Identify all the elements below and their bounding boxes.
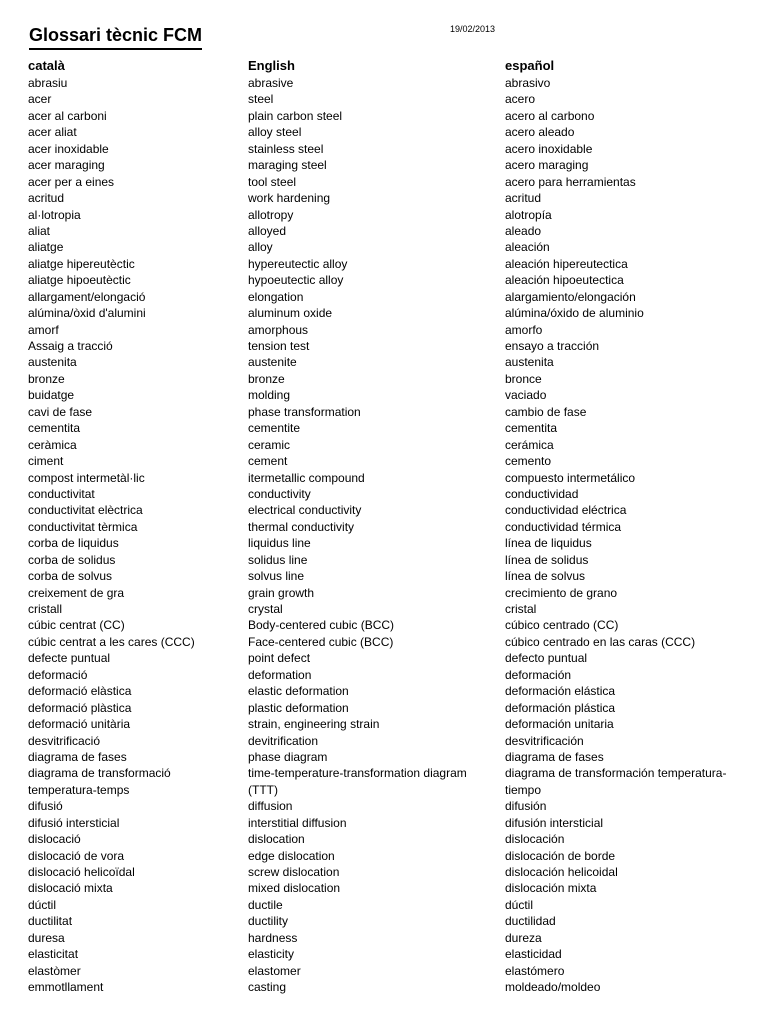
term-espanol: cemento <box>505 454 552 469</box>
term-catala: aliatge hipereutèctic <box>28 256 135 271</box>
column-headers <box>0 57 768 75</box>
term-english: plain carbon steel <box>248 108 343 123</box>
term-espanol: dislocación de borde <box>505 848 616 863</box>
term-espanol: conductividad eléctrica <box>505 503 627 518</box>
term-english: casting <box>248 980 287 995</box>
glossary-row <box>0 946 768 962</box>
term-espanol: vaciado <box>505 388 547 403</box>
term-espanol: cementita <box>505 421 558 436</box>
glossary-row <box>0 124 768 140</box>
term-english: elastomer <box>248 963 301 978</box>
glossary-row <box>0 404 768 420</box>
term-catala: aliatge <box>28 240 64 255</box>
term-english: cementite <box>248 421 301 436</box>
glossary-row <box>0 157 768 173</box>
term-catala: cúbic centrat (CC) <box>28 618 125 633</box>
term-english: devitrification <box>248 733 319 748</box>
glossary-row <box>0 930 768 946</box>
term-espanol: aleación hipereutectica <box>505 256 628 271</box>
term-catala: elastòmer <box>28 963 81 978</box>
term-espanol: aleación <box>505 240 550 255</box>
term-catala: deformació unitària <box>28 717 131 732</box>
term-catala: aliat <box>28 223 51 238</box>
glossary-row <box>0 568 768 584</box>
glossary-row <box>0 650 768 666</box>
term-espanol: dureza <box>505 930 542 945</box>
glossary-row <box>0 864 768 880</box>
glossary-row <box>0 470 768 486</box>
term-espanol: alotropía <box>505 207 552 222</box>
glossary-row <box>0 913 768 929</box>
glossary-row <box>0 108 768 124</box>
term-catala: deformació elàstica <box>28 684 132 699</box>
glossary-row <box>0 239 768 255</box>
term-catala: conductivitat <box>28 486 95 501</box>
term-catala: acer maraging <box>28 158 105 173</box>
term-english: tension test <box>248 339 310 353</box>
term-espanol: ensayo a tracción <box>505 339 600 353</box>
glossary-row <box>0 174 768 190</box>
term-espanol: desvitrificación <box>505 733 584 748</box>
glossary-row <box>0 453 768 469</box>
term-english: crystal <box>248 602 283 616</box>
term-english: amorphous <box>248 322 309 337</box>
term-catala: ciment <box>28 454 64 469</box>
term-espanol: elasticidad <box>505 947 562 962</box>
term-english: steel <box>248 92 274 107</box>
term-espanol: línea de solvus <box>505 569 586 584</box>
term-espanol: cúbico centrado en las caras (CCC) <box>505 634 696 649</box>
glossary-row <box>0 733 768 749</box>
term-english: itermetallic compound <box>248 470 365 485</box>
glossary-row <box>0 815 768 831</box>
term-espanol: acero maraging <box>505 158 589 173</box>
term-espanol: diagrama de fases <box>505 749 604 764</box>
term-catala: diagrama de transformació temperatura-temps <box>28 766 171 797</box>
term-english: alloy <box>248 240 273 255</box>
term-catala: cavi de fase <box>28 404 93 419</box>
glossary-row <box>0 979 768 995</box>
term-espanol: conductividad térmica <box>505 519 622 534</box>
glossary-row <box>0 585 768 601</box>
glossary-row <box>0 256 768 272</box>
term-catala: creixement de gra <box>28 585 125 600</box>
term-catala: conductivitat elèctrica <box>28 503 143 518</box>
term-english: Face-centered cubic (BCC) <box>248 634 394 649</box>
glossary-row <box>0 963 768 979</box>
glossary-row <box>0 700 768 716</box>
term-catala: defecte puntual <box>28 651 111 666</box>
term-english: plastic deformation <box>248 700 349 715</box>
term-catala: desvitrificació <box>28 733 101 748</box>
glossary-row <box>0 486 768 502</box>
term-catala: corba de solvus <box>28 569 113 584</box>
glossary-row <box>0 91 768 107</box>
glossary-row <box>0 502 768 518</box>
term-catala: elasticitat <box>28 947 79 962</box>
term-espanol: aleado <box>505 223 542 238</box>
glossary-row <box>0 617 768 633</box>
term-catala: acer aliat <box>28 125 77 140</box>
term-english: ceramic <box>248 437 291 452</box>
term-english: bronze <box>248 371 285 386</box>
term-english: ductile <box>248 897 283 912</box>
term-espanol: crecimiento de grano <box>505 585 618 600</box>
term-english: screw dislocation <box>248 865 340 880</box>
glossary-row <box>0 683 768 699</box>
term-english: ductility <box>248 914 289 929</box>
term-espanol: acero <box>505 92 536 107</box>
glossary-row <box>0 880 768 896</box>
glossary-row <box>0 634 768 650</box>
term-catala: compost intermetàl·lic <box>28 470 145 485</box>
term-catala: bronze <box>28 371 65 386</box>
document-date: 19/02/2013 <box>450 24 496 34</box>
term-catala: deformació <box>28 667 88 682</box>
term-espanol: acero inoxidable <box>505 141 593 156</box>
term-catala: corba de liquidus <box>28 536 119 551</box>
glossary-row <box>0 437 768 453</box>
term-catala: acer inoxidable <box>28 141 109 156</box>
term-catala: deformació plàstica <box>28 700 132 715</box>
term-espanol: acritud <box>505 191 542 206</box>
term-catala: acritud <box>28 191 65 206</box>
term-catala: emmotllament <box>28 980 104 995</box>
term-catala: dislocació helicoïdal <box>28 865 135 880</box>
glossary-row <box>0 141 768 157</box>
term-catala: al·lotropia <box>28 207 81 222</box>
term-english: dislocation <box>248 832 305 847</box>
term-english: maraging steel <box>248 158 327 173</box>
glossary-row <box>0 798 768 814</box>
term-espanol: alúmina/óxido de aluminio <box>505 306 644 321</box>
term-espanol: deformación unitaria <box>505 717 614 732</box>
column-header-english: English <box>248 58 295 73</box>
term-english: electrical conductivity <box>248 503 362 518</box>
glossary-row <box>0 552 768 568</box>
term-espanol: austenita <box>505 355 554 370</box>
glossary-row <box>0 272 768 288</box>
term-english: tool steel <box>248 174 297 189</box>
glossary-row <box>0 354 768 370</box>
term-english: work hardening <box>248 191 331 206</box>
term-english: alloyed <box>248 223 287 238</box>
term-espanol: dislocación <box>505 832 565 847</box>
term-catala: amorf <box>28 322 59 337</box>
term-catala: alúmina/òxid d'alumini <box>28 306 146 321</box>
term-catala: conductivitat tèrmica <box>28 519 138 534</box>
term-catala: buidatge <box>28 388 75 403</box>
glossary-table <box>0 75 768 996</box>
term-english: diffusion <box>248 799 293 814</box>
term-english: deformation <box>248 667 312 682</box>
term-espanol: moldeado/moldeo <box>505 980 601 995</box>
term-espanol: acero para herramientas <box>505 174 636 189</box>
term-catala: ductilitat <box>28 914 73 929</box>
term-english: grain growth <box>248 585 315 600</box>
glossary-row <box>0 831 768 847</box>
term-espanol: dislocación helicoidal <box>505 865 618 880</box>
term-espanol: cambio de fase <box>505 404 587 419</box>
term-espanol: elastómero <box>505 963 565 978</box>
term-espanol: conductividad <box>505 486 579 501</box>
term-espanol: abrasivo <box>505 76 551 90</box>
term-catala: cementita <box>28 421 81 436</box>
glossary-row <box>0 716 768 732</box>
glossary-row <box>0 371 768 387</box>
term-english: aluminum oxide <box>248 306 333 321</box>
term-espanol: difusión <box>505 799 547 814</box>
term-espanol: ductilidad <box>505 914 556 929</box>
term-english: interstitial diffusion <box>248 815 347 830</box>
term-espanol: línea de liquidus <box>505 536 592 551</box>
term-espanol: deformación elástica <box>505 684 616 699</box>
glossary-row <box>0 897 768 913</box>
term-english: Body-centered cubic (BCC) <box>248 618 395 633</box>
glossary-row <box>0 848 768 864</box>
glossary-row <box>0 207 768 223</box>
glossary-row <box>0 667 768 683</box>
term-english: abrasive <box>248 76 294 90</box>
term-catala: austenita <box>28 355 77 370</box>
glossary-row <box>0 420 768 436</box>
term-espanol: amorfo <box>505 322 543 337</box>
term-catala: dislocació mixta <box>28 881 113 896</box>
glossary-row <box>0 75 768 91</box>
glossary-row <box>0 190 768 206</box>
glossary-row <box>0 338 768 354</box>
term-espanol: aleación hipoeutectica <box>505 273 624 288</box>
term-english: elastic deformation <box>248 684 349 699</box>
glossary-row <box>0 322 768 338</box>
term-espanol: difusión intersticial <box>505 815 604 830</box>
glossary-row <box>0 305 768 321</box>
term-espanol: deformación <box>505 667 572 682</box>
term-english: phase transformation <box>248 404 361 419</box>
term-catala: dislocació <box>28 832 81 847</box>
glossary-row <box>0 749 768 765</box>
term-catala: Assaig a tracció <box>28 339 113 353</box>
term-english: alloy steel <box>248 125 302 140</box>
term-catala: acer <box>28 92 52 107</box>
term-english: cement <box>248 454 288 469</box>
glossary-row <box>0 289 768 305</box>
term-english: time-temperature-transformation diagram (TTT) <box>248 766 467 797</box>
term-catala: cúbic centrat a les cares (CCC) <box>28 634 195 649</box>
term-espanol: alargamiento/elongación <box>505 289 636 304</box>
term-english: austenite <box>248 355 297 370</box>
term-english: conductivity <box>248 486 311 501</box>
term-espanol: deformación plástica <box>505 700 616 715</box>
glossary-row <box>0 601 768 617</box>
term-catala: aliatge hipoeutèctic <box>28 273 131 288</box>
term-english: elasticity <box>248 947 295 962</box>
term-catala: abrasiu <box>28 76 68 90</box>
term-english: strain, engineering strain <box>248 717 380 732</box>
term-english: solidus line <box>248 552 308 567</box>
term-catala: corba de solidus <box>28 552 116 567</box>
term-catala: dúctil <box>28 897 57 912</box>
column-header-espanol: español <box>505 58 555 73</box>
column-header-catala: català <box>28 58 65 73</box>
term-espanol: defecto puntual <box>505 651 588 666</box>
term-espanol: bronce <box>505 371 542 386</box>
term-espanol: cúbico centrado (CC) <box>505 618 619 633</box>
term-espanol: dúctil <box>505 897 534 912</box>
term-espanol: cerámica <box>505 437 554 452</box>
term-catala: difusió <box>28 799 63 814</box>
term-english: phase diagram <box>248 749 328 764</box>
term-catala: ceràmica <box>28 437 77 452</box>
glossary-row <box>0 223 768 239</box>
term-english: allotropy <box>248 207 294 222</box>
term-english: liquidus line <box>248 536 311 551</box>
term-english: hypereutectic alloy <box>248 256 348 271</box>
term-espanol: compuesto intermetálico <box>505 470 636 485</box>
term-espanol: acero al carbono <box>505 108 595 123</box>
glossary-row <box>0 519 768 535</box>
term-english: elongation <box>248 289 304 304</box>
glossary-row <box>0 765 768 798</box>
term-english: point defect <box>248 651 311 666</box>
term-english: hypoeutectic alloy <box>248 273 344 288</box>
term-espanol: línea de solidus <box>505 552 589 567</box>
term-catala: difusió intersticial <box>28 815 120 830</box>
term-catala: dislocació de vora <box>28 848 125 863</box>
term-english: hardness <box>248 930 298 945</box>
term-espanol: acero aleado <box>505 125 575 140</box>
glossary-row <box>0 387 768 403</box>
term-catala: acer al carboni <box>28 108 107 123</box>
term-english: thermal conductivity <box>248 519 355 534</box>
term-english: edge dislocation <box>248 848 335 863</box>
term-english: mixed dislocation <box>248 881 341 896</box>
term-catala: diagrama de fases <box>28 749 127 764</box>
term-catala: cristall <box>28 602 63 616</box>
term-catala: allargament/elongació <box>28 289 146 304</box>
term-english: stainless steel <box>248 141 324 156</box>
glossary-row <box>0 535 768 551</box>
term-catala: duresa <box>28 930 65 945</box>
term-english: molding <box>248 388 291 403</box>
term-espanol: dislocación mixta <box>505 881 597 896</box>
term-espanol: diagrama de transformación temperatura- tiempo <box>505 766 727 797</box>
term-espanol: cristal <box>505 602 537 616</box>
page-title: Glossari tècnic FCM <box>29 22 202 50</box>
term-english: solvus line <box>248 569 305 584</box>
term-catala: acer per a eines <box>28 174 115 189</box>
